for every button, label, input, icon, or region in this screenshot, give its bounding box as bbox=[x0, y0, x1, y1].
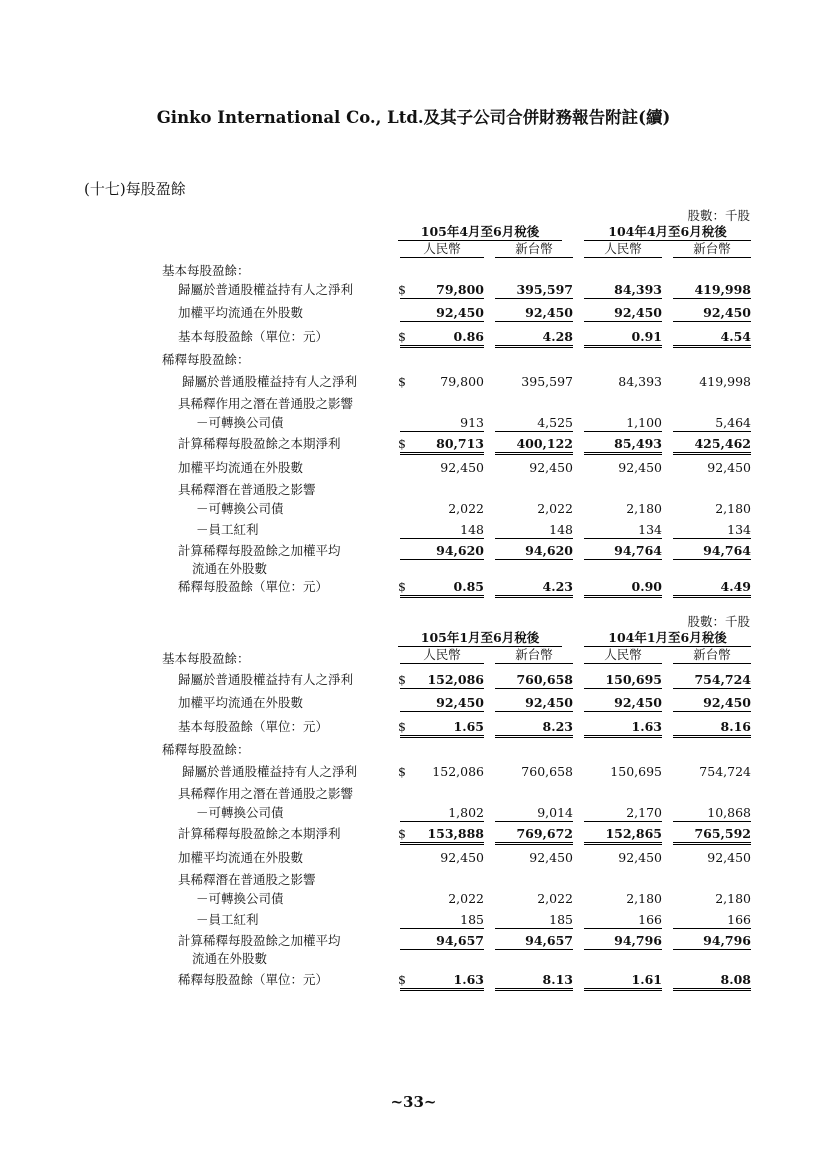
value-cell: 8.23 bbox=[495, 718, 573, 738]
page-title: Ginko International Co., Ltd.及其子公司合併財務報告附註(續) bbox=[156, 108, 671, 127]
currency-header: 人民幣 bbox=[584, 241, 662, 258]
row-label-continued: 流通在外股數 bbox=[192, 951, 268, 966]
table-row bbox=[0, 785, 827, 805]
value-cell: 4.49 bbox=[673, 578, 751, 598]
value-cell: 92,450 bbox=[707, 850, 751, 865]
currency-header: 人民幣 bbox=[400, 241, 484, 258]
value-cell: 400,122 bbox=[495, 435, 573, 455]
value-cell: 0.90 bbox=[584, 578, 662, 598]
value-cell: 92,450 bbox=[618, 460, 662, 475]
value-cell: 94,657 bbox=[495, 932, 573, 950]
table-row bbox=[0, 373, 827, 393]
table-row bbox=[0, 395, 827, 415]
row-label: －可轉換公司債 bbox=[196, 501, 284, 516]
value-cell: 8.16 bbox=[673, 718, 751, 738]
value-cell: 1.61 bbox=[584, 971, 662, 991]
value-cell: 92,450 bbox=[495, 694, 573, 712]
currency-header: 人民幣 bbox=[400, 647, 484, 664]
eps-block bbox=[0, 206, 827, 256]
value-cell: 79,800 bbox=[440, 374, 484, 389]
value-cell: 92,450 bbox=[584, 694, 662, 712]
value-cell: 134 bbox=[584, 521, 662, 539]
value-cell: 152,086 bbox=[432, 764, 484, 779]
value-cell: 0.91 bbox=[584, 328, 662, 348]
row-label: 基本每股盈餘（單位：元） bbox=[178, 719, 329, 734]
row-label: 稀釋每股盈餘（單位：元） bbox=[178, 972, 329, 987]
table-row bbox=[0, 741, 827, 761]
value-cell: 4.23 bbox=[495, 578, 573, 598]
currency-header: 人民幣 bbox=[584, 647, 662, 664]
currency-header: 新台幣 bbox=[673, 241, 751, 258]
value-cell: 92,450 bbox=[529, 460, 573, 475]
row-label: 稀釋每股盈餘： bbox=[162, 742, 250, 757]
value-cell: 9,014 bbox=[495, 804, 573, 822]
value-cell: 152,865 bbox=[584, 825, 662, 845]
table-row bbox=[0, 304, 827, 324]
dollar-sign: $ bbox=[398, 436, 406, 451]
value-cell: 760,658 bbox=[521, 764, 573, 779]
value-cell: 94,620 bbox=[495, 542, 573, 560]
value-cell: 1.65 bbox=[400, 718, 484, 738]
units-note: 股數：千股 bbox=[687, 208, 750, 223]
value-cell: 395,597 bbox=[521, 374, 573, 389]
value-cell: 150,695 bbox=[610, 764, 662, 779]
value-cell: 92,450 bbox=[584, 304, 662, 322]
dollar-sign: $ bbox=[398, 719, 406, 734]
value-cell: 85,493 bbox=[584, 435, 662, 455]
value-cell: 92,450 bbox=[440, 850, 484, 865]
value-cell: 84,393 bbox=[584, 281, 662, 299]
table-row bbox=[0, 871, 827, 891]
value-cell: 148 bbox=[495, 521, 573, 539]
value-cell: 10,868 bbox=[673, 804, 751, 822]
table-row bbox=[0, 804, 827, 824]
value-cell: 1,100 bbox=[584, 414, 662, 432]
table-row bbox=[0, 694, 827, 714]
value-cell: 760,658 bbox=[495, 671, 573, 689]
row-label: 歸屬於普通股權益持有人之淨利 bbox=[178, 282, 354, 297]
table-row bbox=[0, 262, 827, 282]
row-label: 歸屬於普通股權益持有人之淨利 bbox=[182, 374, 358, 389]
row-label: 基本每股盈餘： bbox=[162, 651, 250, 666]
period-header: 104年4月至6月稅後 bbox=[584, 224, 751, 241]
value-cell: 150,695 bbox=[584, 671, 662, 689]
value-cell: 5,464 bbox=[673, 414, 751, 432]
period-header: 104年1月至6月稅後 bbox=[584, 630, 751, 647]
dollar-sign: $ bbox=[398, 972, 406, 987]
table-row bbox=[0, 849, 827, 869]
dollar-sign: $ bbox=[398, 374, 406, 389]
row-label: 計算稀釋每股盈餘之本期淨利 bbox=[178, 436, 341, 451]
table-row bbox=[0, 521, 827, 541]
value-cell: 4.54 bbox=[673, 328, 751, 348]
value-cell: 754,724 bbox=[673, 671, 751, 689]
value-cell: 94,796 bbox=[673, 932, 751, 950]
row-label: 稀釋每股盈餘（單位：元） bbox=[178, 579, 329, 594]
table-row bbox=[0, 890, 827, 910]
currency-header: 新台幣 bbox=[673, 647, 751, 664]
value-cell: 2,180 bbox=[715, 501, 751, 516]
value-cell: 185 bbox=[400, 911, 484, 929]
table-row bbox=[0, 825, 827, 845]
value-cell: 419,998 bbox=[699, 374, 751, 389]
row-label: 基本每股盈餘： bbox=[162, 263, 250, 278]
table-row bbox=[0, 932, 827, 966]
table-row bbox=[0, 763, 827, 783]
value-cell: 92,450 bbox=[618, 850, 662, 865]
value-cell: 166 bbox=[584, 911, 662, 929]
value-cell: 425,462 bbox=[673, 435, 751, 455]
table-row bbox=[0, 351, 827, 371]
table-row bbox=[0, 500, 827, 520]
value-cell: 754,724 bbox=[699, 764, 751, 779]
value-cell: 769,672 bbox=[495, 825, 573, 845]
units-note: 股數：千股 bbox=[687, 614, 750, 629]
value-cell: 92,450 bbox=[707, 460, 751, 475]
row-label: －可轉換公司債 bbox=[196, 805, 284, 820]
page-number: ~33~ bbox=[390, 1093, 437, 1111]
row-label: 歸屬於普通股權益持有人之淨利 bbox=[182, 764, 358, 779]
value-cell: 8.08 bbox=[673, 971, 751, 991]
dollar-sign: $ bbox=[398, 579, 406, 594]
period-header: 105年1月至6月稅後 bbox=[398, 630, 562, 647]
row-label: －可轉換公司債 bbox=[196, 891, 284, 906]
dollar-sign: $ bbox=[398, 282, 406, 297]
row-label: 具稀釋作用之潛在普通股之影響 bbox=[178, 396, 354, 411]
value-cell: 152,086 bbox=[400, 671, 484, 689]
value-cell: 92,450 bbox=[495, 304, 573, 322]
value-cell: 92,450 bbox=[529, 850, 573, 865]
row-label: 具稀釋作用之潛在普通股之影響 bbox=[178, 786, 354, 801]
value-cell: 4.28 bbox=[495, 328, 573, 348]
value-cell: 2,022 bbox=[537, 891, 573, 906]
dollar-sign: $ bbox=[398, 672, 406, 687]
table-row bbox=[0, 281, 827, 301]
period-header: 105年4月至6月稅後 bbox=[398, 224, 562, 241]
value-cell: 92,450 bbox=[400, 304, 484, 322]
table-row bbox=[0, 911, 827, 931]
table-row bbox=[0, 718, 827, 738]
row-label: －可轉換公司債 bbox=[196, 415, 284, 430]
table-row bbox=[0, 671, 827, 691]
value-cell: 395,597 bbox=[495, 281, 573, 299]
value-cell: 2,022 bbox=[448, 891, 484, 906]
table-row bbox=[0, 481, 827, 501]
value-cell: 2,180 bbox=[715, 891, 751, 906]
table-row bbox=[0, 414, 827, 434]
value-cell: 92,450 bbox=[673, 304, 751, 322]
value-cell: 134 bbox=[673, 521, 751, 539]
value-cell: 94,764 bbox=[673, 542, 751, 560]
row-label: 稀釋每股盈餘： bbox=[162, 352, 250, 367]
value-cell: 94,657 bbox=[400, 932, 484, 950]
value-cell: 2,022 bbox=[537, 501, 573, 516]
value-cell: 1,802 bbox=[400, 804, 484, 822]
value-cell: 79,800 bbox=[400, 281, 484, 299]
value-cell: 92,450 bbox=[400, 694, 484, 712]
row-label: 加權平均流通在外股數 bbox=[178, 460, 304, 475]
row-label: －員工紅利 bbox=[196, 912, 259, 927]
row-label: 加權平均流通在外股數 bbox=[178, 695, 304, 710]
dollar-sign: $ bbox=[398, 329, 406, 344]
value-cell: 419,998 bbox=[673, 281, 751, 299]
table-row bbox=[0, 971, 827, 991]
row-label: 計算稀釋每股盈餘之加權平均 bbox=[178, 933, 341, 948]
value-cell: 185 bbox=[495, 911, 573, 929]
row-label: 加權平均流通在外股數 bbox=[178, 305, 304, 320]
row-label: －員工紅利 bbox=[196, 522, 259, 537]
value-cell: 2,180 bbox=[626, 891, 662, 906]
value-cell: 8.13 bbox=[495, 971, 573, 991]
value-cell: 94,796 bbox=[584, 932, 662, 950]
currency-header: 新台幣 bbox=[495, 647, 573, 664]
table-row bbox=[0, 578, 827, 598]
value-cell: 1.63 bbox=[584, 718, 662, 738]
row-label: 具稀釋潛在普通股之影響 bbox=[178, 482, 316, 497]
row-label: 計算稀釋每股盈餘之本期淨利 bbox=[178, 826, 341, 841]
value-cell: 4,525 bbox=[495, 414, 573, 432]
table-row bbox=[0, 650, 827, 670]
value-cell: 92,450 bbox=[673, 694, 751, 712]
value-cell: 153,888 bbox=[400, 825, 484, 845]
value-cell: 1.63 bbox=[400, 971, 484, 991]
value-cell: 80,713 bbox=[400, 435, 484, 455]
value-cell: 92,450 bbox=[440, 460, 484, 475]
row-label: 具稀釋潛在普通股之影響 bbox=[178, 872, 316, 887]
value-cell: 94,620 bbox=[400, 542, 484, 560]
currency-header: 新台幣 bbox=[495, 241, 573, 258]
row-label: 基本每股盈餘（單位：元） bbox=[178, 329, 329, 344]
dollar-sign: $ bbox=[398, 764, 406, 779]
table-row bbox=[0, 542, 827, 576]
row-label: 加權平均流通在外股數 bbox=[178, 850, 304, 865]
value-cell: 913 bbox=[400, 414, 484, 432]
row-label: 歸屬於普通股權益持有人之淨利 bbox=[178, 672, 354, 687]
value-cell: 765,592 bbox=[673, 825, 751, 845]
value-cell: 0.85 bbox=[400, 578, 484, 598]
value-cell: 84,393 bbox=[618, 374, 662, 389]
dollar-sign: $ bbox=[398, 826, 406, 841]
table-row bbox=[0, 435, 827, 455]
table-row bbox=[0, 459, 827, 479]
table-row bbox=[0, 328, 827, 348]
value-cell: 94,764 bbox=[584, 542, 662, 560]
value-cell: 0.86 bbox=[400, 328, 484, 348]
value-cell: 2,022 bbox=[448, 501, 484, 516]
value-cell: 2,170 bbox=[584, 804, 662, 822]
value-cell: 148 bbox=[400, 521, 484, 539]
row-label: 計算稀釋每股盈餘之加權平均 bbox=[178, 543, 341, 558]
value-cell: 2,180 bbox=[626, 501, 662, 516]
value-cell: 166 bbox=[673, 911, 751, 929]
row-label-continued: 流通在外股數 bbox=[192, 561, 268, 576]
section-heading: (十七)每股盈餘 bbox=[84, 180, 186, 198]
